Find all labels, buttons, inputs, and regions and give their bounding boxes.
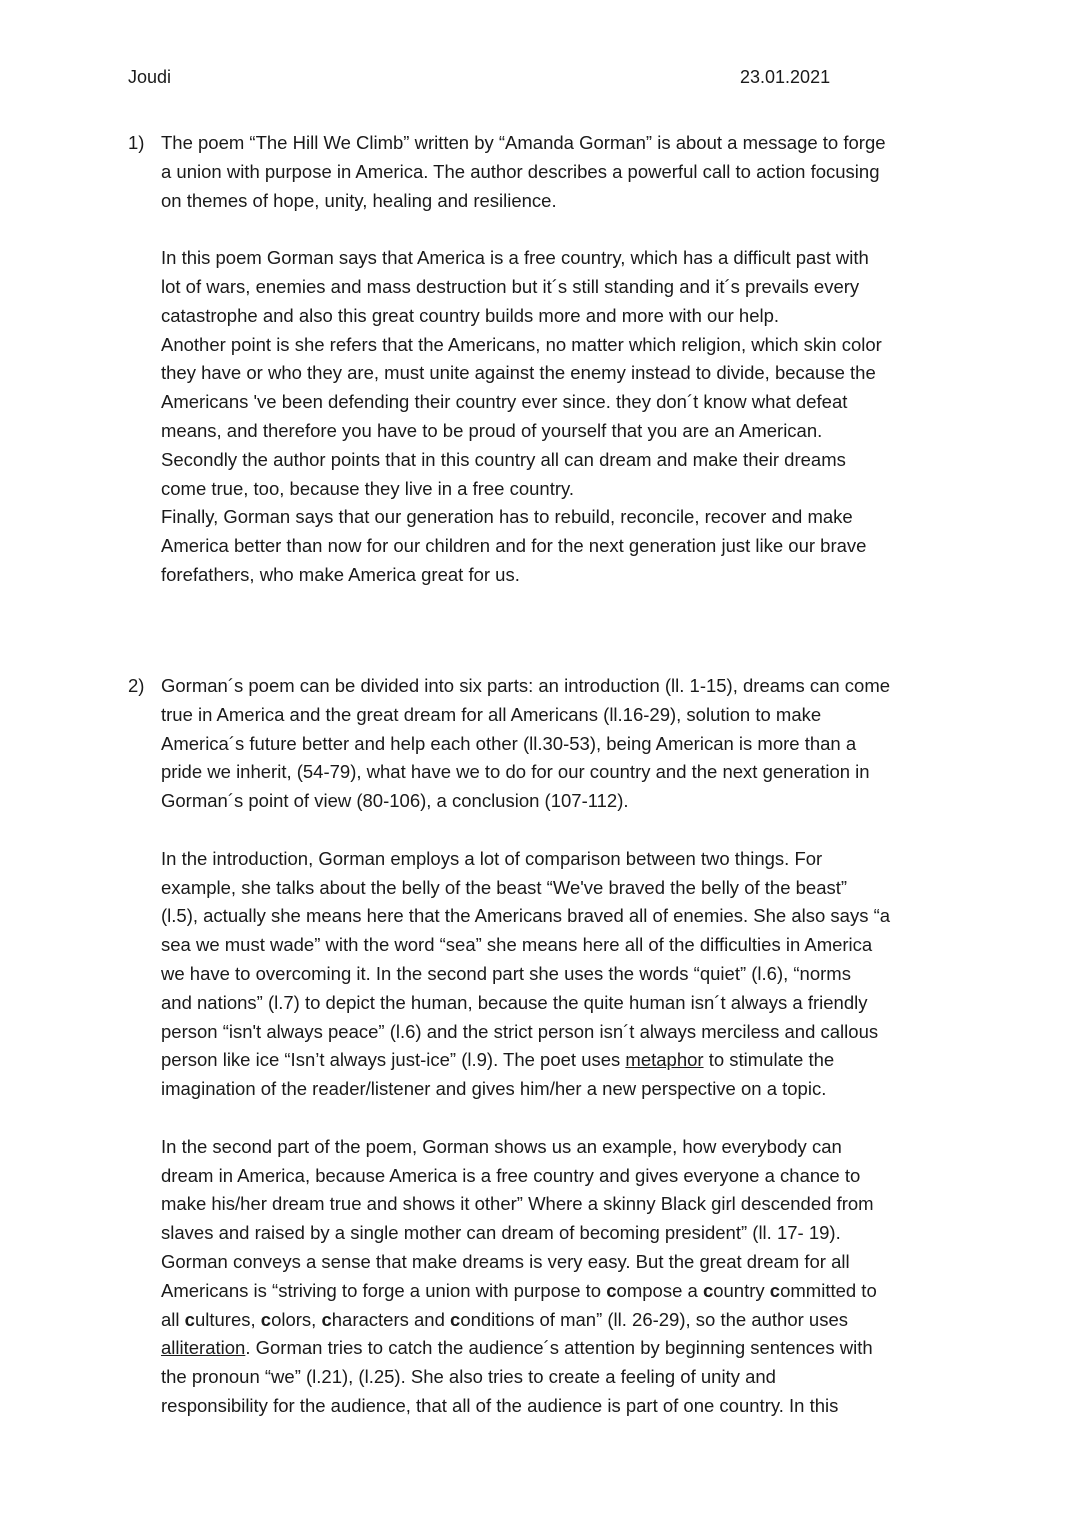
bold-letter: c: [450, 1308, 461, 1330]
text-segment: The poet uses: [498, 1049, 626, 1071]
text-line: sea we must wade” with the word “sea” she means here all of the difficulties in America: [161, 934, 873, 956]
text-line: Gorman´s poem can be divided into six parts: an introduction (ll. 1-15), dreams can come: [161, 675, 891, 696]
text-line: example, she talks about the belly of the beast “We've braved the belly of the beast”: [161, 876, 848, 898]
text-line: America better than now for our children and for the next generation just like our brave: [161, 535, 867, 557]
text-line: [161, 1306, 961, 1335]
text-line: we have to overcoming it. In the second part she uses the words “quiet” (l.6), “norms: [161, 962, 851, 984]
answer-body: [161, 129, 961, 590]
text-line: lot of wars, enemies and mass destruction but it´s still standing and it´s prevails every: [161, 275, 860, 297]
text-segment: person like ice “Isn’t always just-ice” (l.9).: [161, 1049, 499, 1071]
paragraph: [161, 672, 961, 816]
text-segment: ompose a: [616, 1279, 703, 1301]
paragraph: [161, 244, 961, 590]
text-line: imagination of the reader/listener and gives him/her a new perspective on a topic.: [161, 1078, 827, 1100]
underlined-term: alliteration: [161, 1337, 246, 1359]
paragraph: [161, 845, 961, 1104]
text-line: a union with purpose in America. The author describes a powerful call to action focusing: [161, 160, 880, 182]
text-line: come true, too, because they live in a free country.: [161, 477, 575, 499]
text-line: responsibility for the audience, that all of the audience is part of one country. In this: [161, 1394, 839, 1416]
text-line: make his/her dream true and shows it other” Where a skinny Black girl descended from: [161, 1193, 874, 1215]
text-line: Secondly the author points that in this country all can dream and make their dreams: [161, 448, 846, 470]
text-line: [161, 1277, 961, 1306]
text-line: slaves and raised by a single mother can dream of becoming president” (ll. 17- 19).: [161, 1222, 841, 1244]
text-segment: all: [161, 1308, 185, 1330]
text-line: Finally, Gorman says that our generation has to rebuild, reconcile, recover and make: [161, 506, 853, 528]
author-name: Joudi: [128, 67, 172, 87]
text-segment: . Gorman tries to catch the audience´s attention by beginning sentences with: [245, 1337, 873, 1359]
text-segment: ountry: [713, 1279, 770, 1301]
text-line: they have or who they are, must unite against the enemy instead to divide, because the: [161, 362, 876, 384]
text-line: dream in America, because America is a free country and gives everyone a chance to: [161, 1164, 861, 1186]
text-segment: onditions of man” (ll. 26-29), so the author uses: [460, 1308, 848, 1330]
text-line: Americans 've been defending their country ever since. they don´t know what defeat: [161, 391, 848, 413]
bold-letter: c: [702, 1279, 714, 1301]
text-segment: ultures,: [194, 1308, 261, 1330]
text-segment: to stimulate the: [703, 1049, 835, 1071]
answer-body: [161, 672, 961, 1421]
answer-number: 1): [128, 132, 145, 153]
text-segment: olors,: [271, 1308, 322, 1330]
paragraph: [161, 129, 961, 215]
text-line: on themes of hope, unity, healing and resilience.: [161, 189, 557, 211]
text-line: and nations” (l.7) to depict the human, because the quite human isn´t always a friendly: [161, 991, 868, 1013]
bold-letter: c: [260, 1308, 272, 1330]
text-segment: haracters and: [331, 1308, 451, 1330]
paragraph: [161, 1133, 961, 1421]
text-line: In the second part of the poem, Gorman shows us an example, how everybody can: [161, 1135, 842, 1157]
answer-2: [128, 672, 988, 1450]
text-line: America´s future better and help each other (ll.30-53), being American is more than a: [161, 732, 857, 754]
text-segment: Americans is “striving to forge a union with purpose to: [161, 1279, 607, 1301]
text-line: Gorman conveys a sense that make dreams is very easy. But the great dream for all: [161, 1250, 850, 1272]
text-line: [161, 1334, 961, 1363]
text-line: person “isn't always peace” (l.6) and the strict person isn´t always merciless and callous: [161, 1020, 879, 1042]
underlined-term: metaphor: [625, 1049, 704, 1071]
text-line: The poem “The Hill We Climb” written by “Amanda Gorman” is about a message to forge: [161, 132, 886, 153]
text-line: In this poem Gorman says that America is a free country, which has a difficult past with: [161, 247, 869, 269]
text-line: [161, 1046, 961, 1075]
text-segment: ommitted to: [780, 1279, 877, 1301]
text-line: true in America and the great dream for all Americans (ll.16-29), solution to make: [161, 703, 822, 725]
text-line: Gorman´s point of view (80-106), a conclusion (107-112).: [161, 790, 629, 812]
answer-1: [128, 129, 988, 619]
text-line: means, and therefore you have to be proud of yourself that you are an American.: [161, 419, 823, 441]
document-date: 23.01.2021: [740, 67, 831, 87]
answer-number: 2): [128, 675, 145, 696]
text-line: pride we inherit, (54-79), what have we to do for our country and the next generation in: [161, 761, 870, 783]
bold-letter: c: [769, 1279, 781, 1301]
text-line: Another point is she refers that the Americans, no matter which religion, which skin color: [161, 333, 882, 355]
bold-letter: c: [184, 1308, 195, 1330]
bold-letter: c: [321, 1308, 332, 1330]
text-line: the pronoun “we” (l.21), (l.25). She also tries to create a feeling of unity and: [161, 1366, 776, 1388]
text-line: (l.5), actually she means here that the Americans braved all of enemies. She also says “a: [161, 905, 891, 927]
text-line: In the introduction, Gorman employs a lot of comparison between two things. For: [161, 847, 823, 869]
text-line: catastrophe and also this great country builds more and more with our help.: [161, 304, 780, 326]
text-line: forefathers, who make America great for us.: [161, 563, 520, 585]
bold-letter: c: [606, 1279, 617, 1301]
